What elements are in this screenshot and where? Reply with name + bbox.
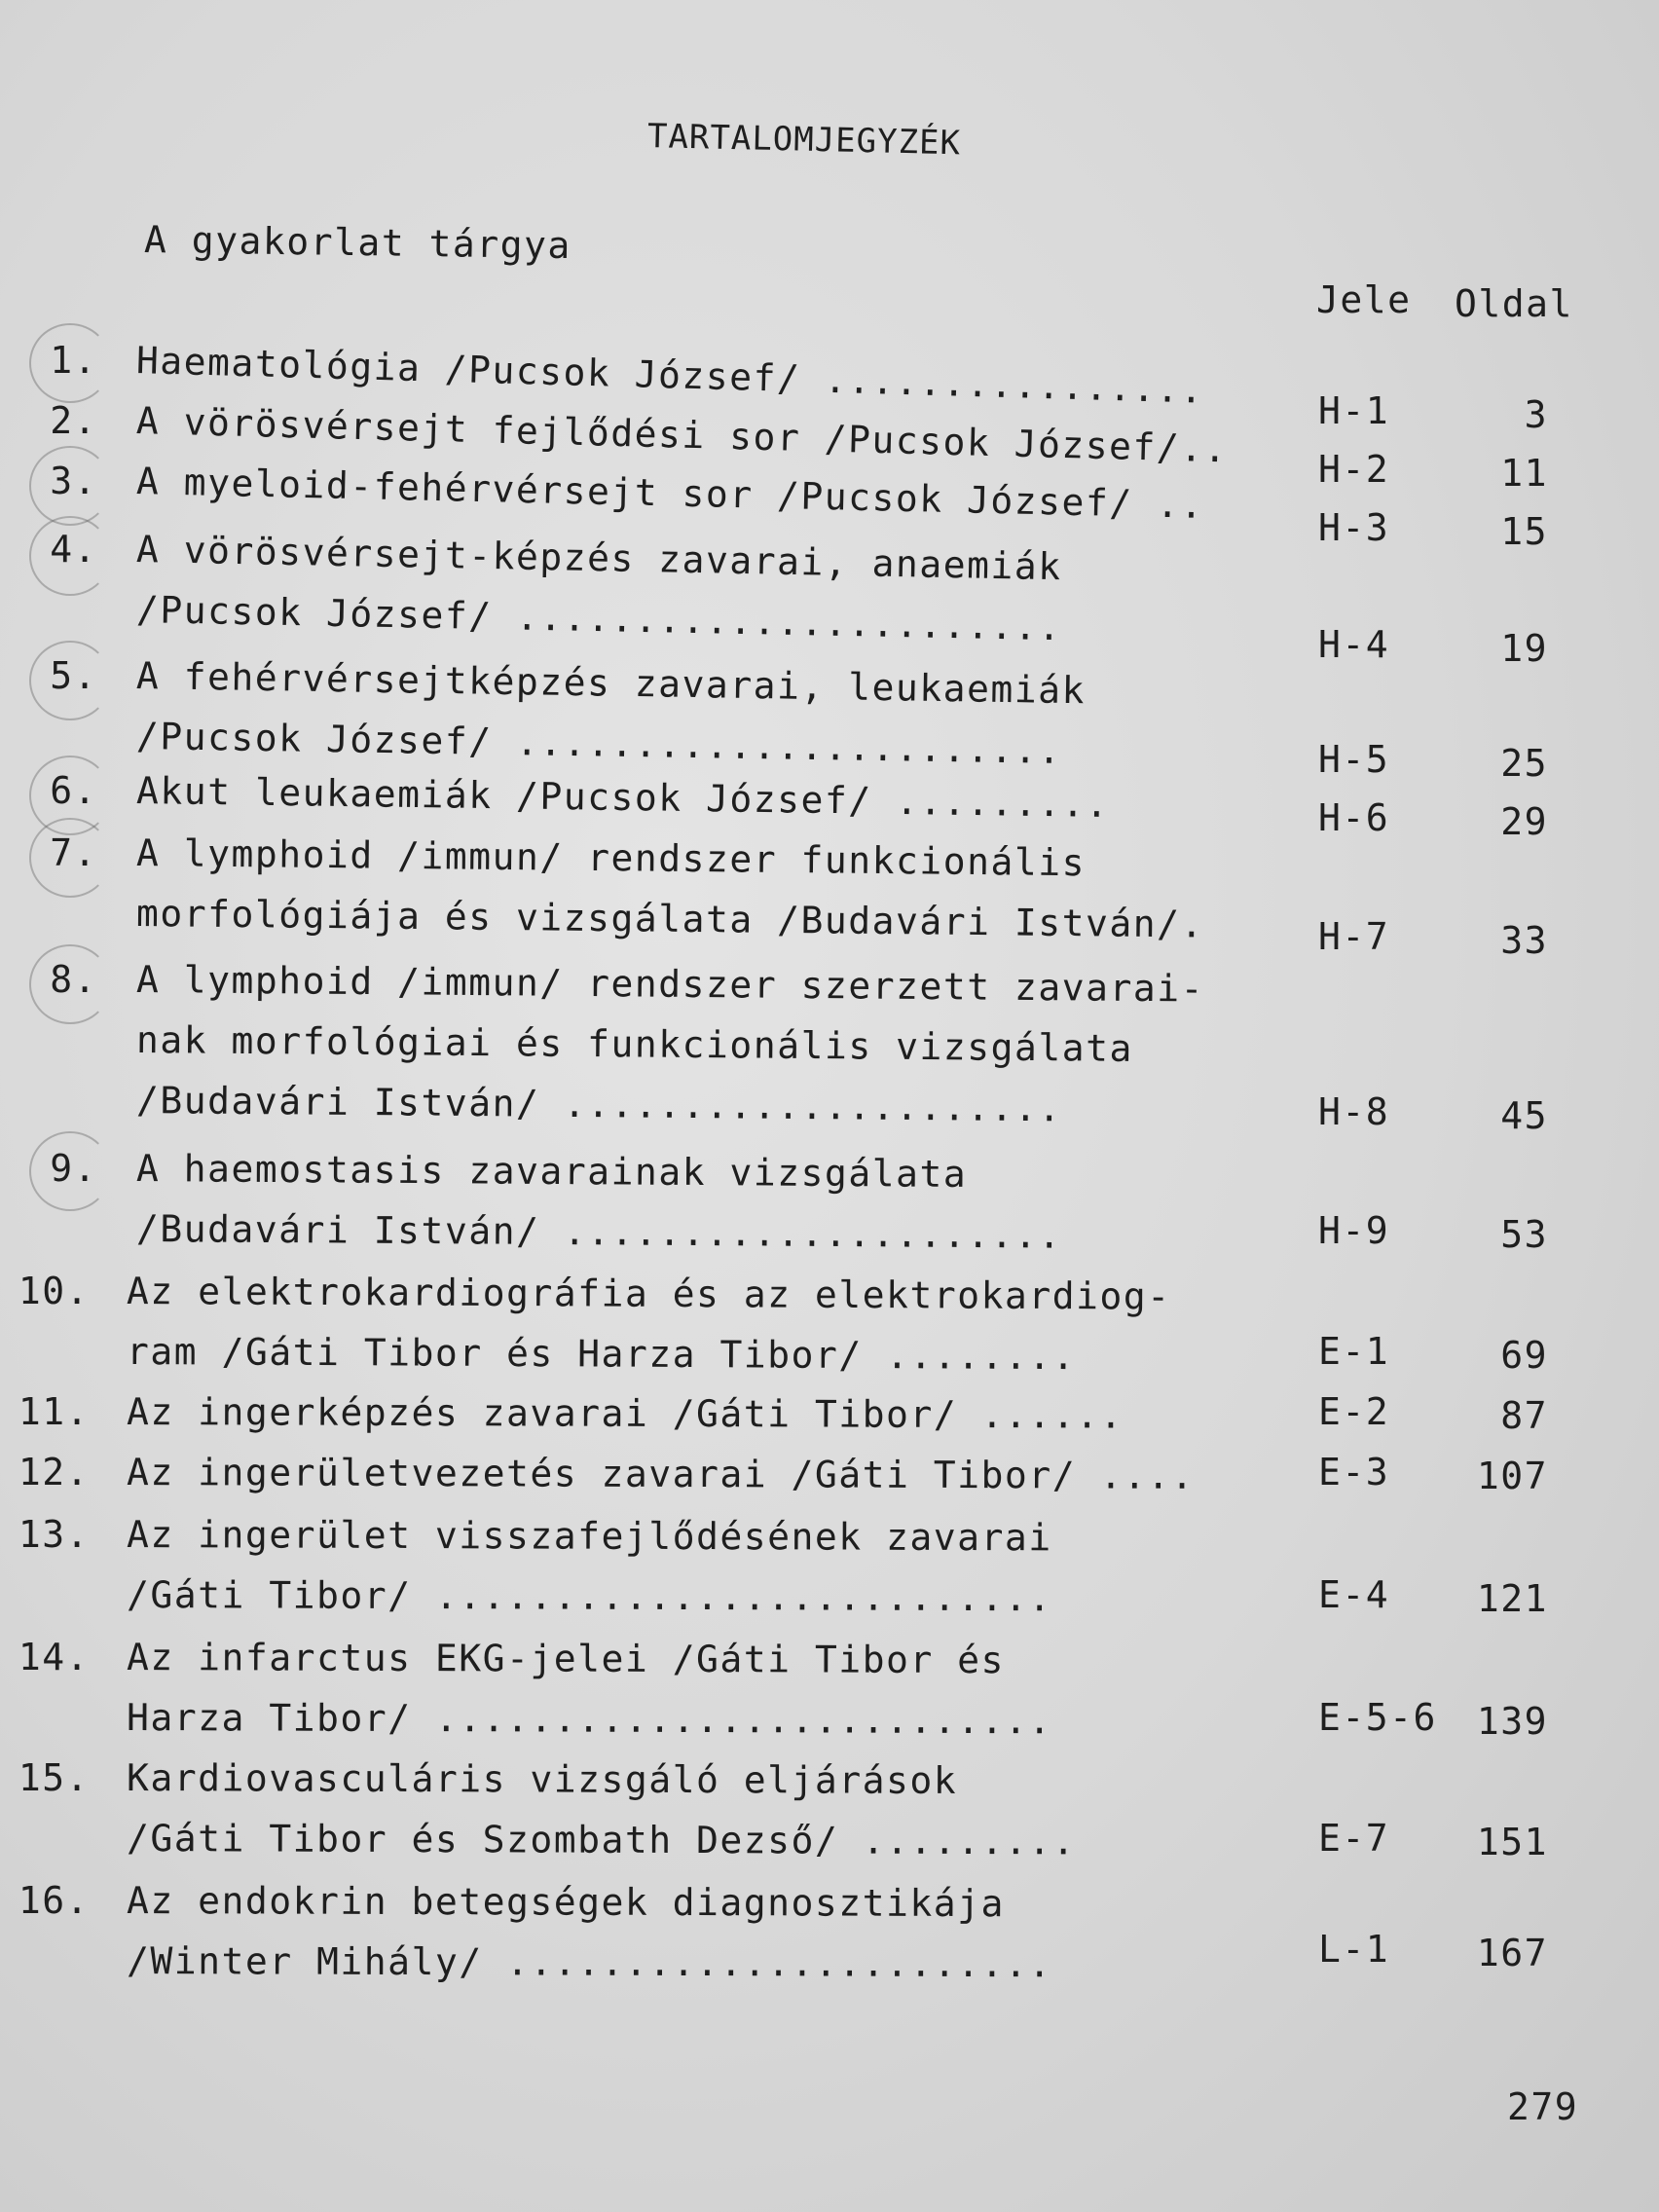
pencil-mark-icon [29,944,111,1024]
toc-entry-code: H-5 [1318,738,1390,781]
toc-entry-number: 5. [50,654,97,697]
toc-entry-code: E-4 [1318,1573,1390,1616]
toc-entry-number: 16. [18,1879,90,1922]
toc-entry-text: Az elektrokardiográfia és az elektrokardiog- [126,1270,1171,1318]
pencil-mark-icon [29,818,111,898]
toc-entry-page: 11 [1500,452,1548,495]
toc-entry-text: Az ingerületvezetés zavarai /Gáti Tibor/ .... [126,1451,1196,1497]
toc-entry-text: Kardiovasculáris vizsgáló eljárások [126,1756,958,1802]
toc-entry-code: H-8 [1318,1090,1390,1133]
toc-entry-number: 11. [18,1390,90,1433]
toc-entry-code: E-5-6 [1318,1696,1437,1739]
toc-entry-page: 53 [1500,1213,1548,1256]
toc-entry-page: 33 [1500,919,1548,962]
pencil-mark-icon [29,641,111,720]
toc-entry-number: 4. [50,528,97,571]
toc-entry-text: A fehérvérsejtképzés zavarai, leukaemiák [135,654,1087,713]
toc-entry-text: A vörösvérsejt fejlődési sor /Pucsok József/.. [135,399,1229,471]
pencil-mark-icon [29,1131,111,1211]
toc-entry-number: 7. [50,831,97,874]
toc-entry-text: Az ingerképzés zavarai /Gáti Tibor/ ...... [126,1390,1124,1437]
toc-entry-text: /Budavári István/ ..................... [135,1207,1062,1257]
toc-entry-number: 14. [18,1636,90,1678]
document-title: TARTALOMJEGYZÉK [646,117,962,164]
toc-entry-page: 87 [1500,1394,1548,1437]
toc-entry-number: 9. [50,1147,97,1190]
toc-entry-text: A haemostasis zavarainak vizsgálata [135,1147,968,1196]
toc-entry-text: /Pucsok József/ ....................... [135,588,1062,649]
column-header-code: Jele [1316,278,1412,321]
toc-entry-code: L-1 [1318,1928,1390,1971]
toc-entry-number: 2. [50,399,97,442]
toc-entry-page: 151 [1476,1821,1548,1863]
toc-entry-text: A myeloid-fehérvérsejt sor /Pucsok József/ .. [135,460,1205,527]
toc-entry-number: 8. [50,958,97,1001]
toc-entry-code: H-7 [1318,915,1390,958]
toc-entry-number: 6. [50,769,97,812]
toc-entry-number: 15. [18,1756,90,1799]
toc-entry-text: /Winter Mihály/ ....................... [126,1939,1052,1986]
toc-entry-page: 15 [1500,510,1548,553]
toc-entry-number: 13. [18,1513,90,1556]
toc-entry-page: 29 [1500,800,1548,843]
toc-entry-text: /Budavári István/ ..................... [135,1079,1062,1130]
toc-entry-page: 167 [1476,1932,1548,1974]
toc-entry-text: morfológiája és vizsgálata /Budavári István/. [135,892,1205,946]
toc-entry-code: H-9 [1318,1209,1390,1252]
toc-entry-code: H-2 [1318,448,1390,491]
toc-entry-number: 12. [18,1451,90,1493]
toc-entry-page: 107 [1476,1455,1548,1497]
subject-heading: A gyakorlat tárgya [143,218,572,268]
toc-entry-number: 3. [50,460,97,502]
toc-entry-number: 10. [18,1270,90,1312]
toc-entry-text: ram /Gáti Tibor és Harza Tibor/ ........ [126,1330,1077,1379]
pencil-mark-icon [29,323,111,403]
toc-entry-text: A vörösvérsejt-képzés zavarai, anaemiák [135,528,1062,589]
toc-entry-text: Akut leukaemiák /Pucsok József/ ......... [135,769,1110,826]
toc-entry-text: /Pucsok József/ ....................... [135,715,1062,772]
toc-entry-code: H-1 [1318,389,1390,432]
toc-entry-code: E-2 [1318,1390,1390,1433]
toc-entry-text: Az endokrin betegségek diagnosztikája [126,1879,1006,1926]
toc-entry-code: H-3 [1318,506,1390,549]
toc-entry-page: 3 [1524,393,1548,436]
toc-entry-text: /Gáti Tibor és Szombath Dezső/ ......... [126,1817,1077,1863]
toc-entry-code: E-3 [1318,1451,1390,1493]
column-header-page: Oldal [1455,282,1573,325]
toc-entry-text: A lymphoid /immun/ rendszer funkcionális [135,831,1087,885]
toc-entry-text: Az infarctus EKG-jelei /Gáti Tibor és [126,1636,1006,1682]
toc-entry-text: A lymphoid /immun/ rendszer szerzett zavarai- [135,958,1205,1011]
toc-entry-text: /Gáti Tibor/ .......................... [126,1573,1052,1620]
toc-entry-page: 45 [1500,1094,1548,1137]
pencil-mark-icon [29,446,111,526]
toc-entry-code: H-4 [1318,623,1390,666]
toc-entry-text: Az ingerület visszafejlődésének zavarai [126,1513,1052,1560]
toc-entry-page: 69 [1500,1334,1548,1377]
toc-entry-page: 19 [1500,627,1548,670]
toc-entry-page: 25 [1500,742,1548,785]
toc-entry-code: E-7 [1318,1817,1390,1860]
toc-entry-text: Harza Tibor/ .......................... [126,1696,1052,1743]
toc-entry-code: H-6 [1318,796,1390,839]
toc-entry-text: nak morfológiai és funkcionális vizsgálata [135,1018,1134,1070]
toc-entry-text: Haematológia /Pucsok József/ ................ [135,339,1205,412]
toc-entry-code: E-1 [1318,1330,1390,1373]
toc-entry-number: 1. [50,339,97,382]
page-number: 279 [1507,2085,1579,2128]
pencil-mark-icon [29,516,111,596]
toc-entry-page: 121 [1476,1577,1548,1620]
toc-entry-page: 139 [1476,1700,1548,1743]
